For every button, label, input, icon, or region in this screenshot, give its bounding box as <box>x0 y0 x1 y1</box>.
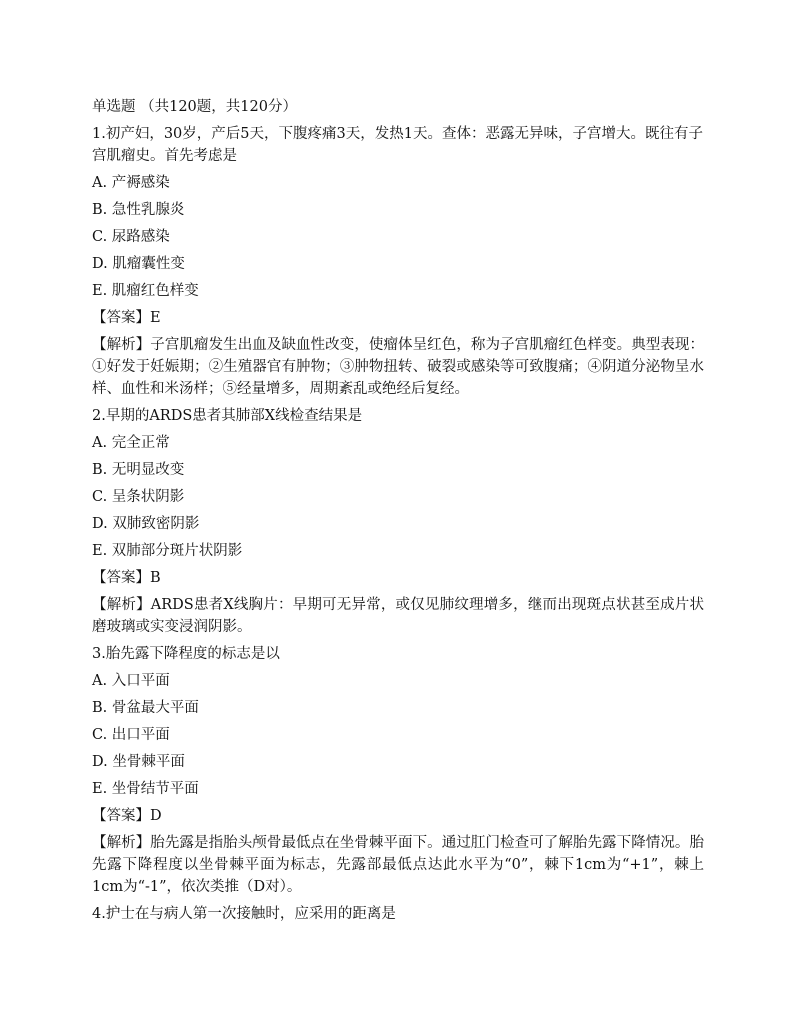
answer-line <box>92 805 704 827</box>
answer-value: E <box>150 310 161 326</box>
question-block <box>92 123 704 400</box>
explanation-label: 【解析】 <box>92 597 151 613</box>
explanation <box>92 594 704 638</box>
answer-line <box>92 307 704 329</box>
option-b: B. 急性乳腺炎 <box>92 202 185 218</box>
question-stem: 4.护士在与病人第一次接触时，应采用的距离是 <box>92 906 396 922</box>
question-stem: 1.初产妇，30岁，产后5天，下腹疼痛3天，发热1天。查体：恶露无异味，子宫增大。既往有子宫肌瘤史。首先考虑是 <box>92 126 703 164</box>
question-block <box>92 643 704 898</box>
section-title: 单选题 （共120题，共120分） <box>92 99 297 115</box>
answer-value: D <box>150 808 162 824</box>
option-c: C. 出口平面 <box>92 727 170 743</box>
option-a: A. 入口平面 <box>92 673 170 689</box>
explanation <box>92 832 704 898</box>
answer-label: 【答案】 <box>92 570 150 586</box>
option-a: A. 产褥感染 <box>92 175 170 191</box>
answer-label: 【答案】 <box>92 310 150 326</box>
explanation <box>92 334 704 400</box>
answer-label: 【答案】 <box>92 808 150 824</box>
option-e: E. 肌瘤红色样变 <box>92 283 199 299</box>
option-d: D. 双肺致密阴影 <box>92 516 200 532</box>
option-e: E. 坐骨结节平面 <box>92 781 199 797</box>
option-b: B. 骨盆最大平面 <box>92 700 199 716</box>
explanation-text: ARDS患者X线胸片：早期可无异常，或仅见肺纹理增多，继而出现斑点状甚至成片状磨玻璃或实变浸润阴影。 <box>92 597 704 635</box>
option-b: B. 无明显改变 <box>92 462 185 478</box>
question-block <box>92 903 704 925</box>
answer-line <box>92 567 704 589</box>
option-e: E. 双肺部分斑片状阴影 <box>92 543 243 559</box>
option-a: A. 完全正常 <box>92 435 170 451</box>
answer-value: B <box>150 570 161 586</box>
explanation-label: 【解析】 <box>92 337 151 353</box>
question-stem: 2.早期的ARDS患者其肺部X线检查结果是 <box>92 408 363 424</box>
question-block <box>92 405 704 638</box>
option-d: D. 肌瘤囊性变 <box>92 256 185 272</box>
explanation-label: 【解析】 <box>92 835 151 851</box>
explanation-text: 胎先露是指胎头颅骨最低点在坐骨棘平面下。通过肛门检查可了解胎先露下降情况。胎先露下降程度以坐骨棘平面为标志，先露部最低点达此水平为“0”，棘下1cm为“+1”，棘上1cm为“-1”，依次类推（D对）。 <box>92 835 705 895</box>
option-c: C. 尿路感染 <box>92 229 170 245</box>
exam-page <box>92 96 704 930</box>
option-c: C. 呈条状阴影 <box>92 489 185 505</box>
question-stem: 3.胎先露下降程度的标志是以 <box>92 646 280 662</box>
option-d: D. 坐骨棘平面 <box>92 754 185 770</box>
explanation-text: 子宫肌瘤发生出血及缺血性改变，使瘤体呈红色，称为子宫肌瘤红色样变。典型表现：①好发于妊娠期；②生殖器官有肿物；③肿物扭转、破裂或感染等可致腹痛；④阴道分泌物呈水样、血性和米汤样；⑤经量增多，周期紊乱或绝经后复经。 <box>92 337 705 397</box>
